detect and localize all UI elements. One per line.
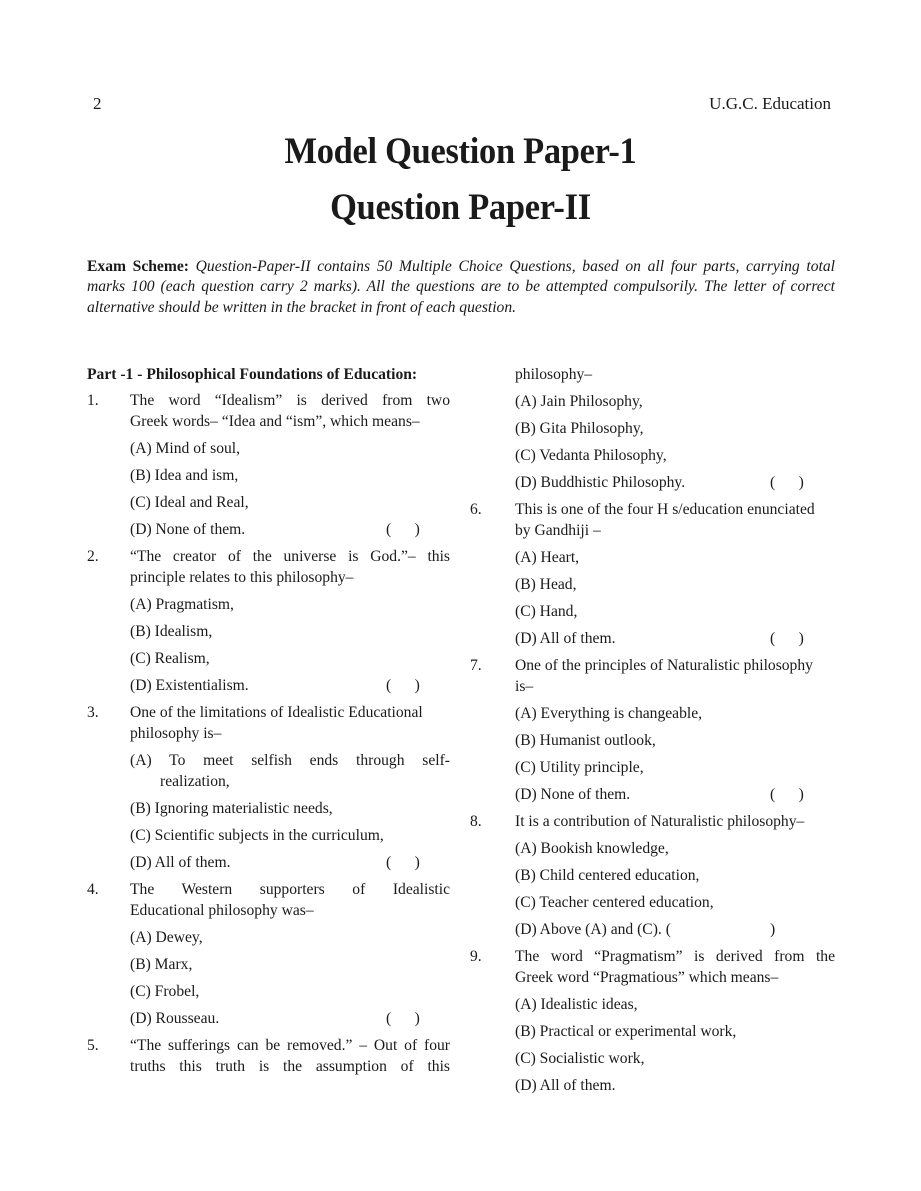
question-stem-line: Educational philosophy was– — [130, 902, 314, 919]
question-number: 8. — [470, 813, 482, 830]
part-heading: Part -1 - Philosophical Foundations of Education: — [87, 366, 418, 383]
exam-scheme-text: Question-Paper-II contains 50 Multiple Choice Questions, based on all four parts, carrying total marks 100 (each question carry 2 marks). All the questions are to be attempted compulsorily. The letter of correct alternative should be written in the bracket in front of each question. — [87, 258, 835, 316]
option-a: (A) Mind of soul, — [130, 440, 241, 457]
question-stem-line: is– — [515, 678, 534, 695]
answer-bracket[interactable]: ( ) — [770, 786, 804, 803]
option-a: (A) Heart, — [515, 549, 580, 566]
question-stem-line: One of the principles of Naturalistic philosophy — [515, 657, 813, 674]
page-number: 2 — [93, 94, 102, 113]
question-number: 7. — [470, 657, 482, 674]
option-d: (D) All of them. — [130, 854, 231, 871]
question-number: 5. — [87, 1037, 99, 1054]
option-c: (C) Frobel, — [130, 983, 200, 1000]
option-a: (A) To meet selfish ends through self- — [130, 752, 450, 769]
option-c: (C) Teacher centered education, — [515, 894, 714, 911]
option-c: (C) Utility principle, — [515, 759, 644, 776]
page-subtitle: Question Paper-II — [330, 187, 591, 228]
page-title: Model Question Paper-1 — [284, 131, 637, 172]
option-c: (C) Vedanta Philosophy, — [515, 447, 667, 464]
option-d: (D) All of them. — [515, 1077, 616, 1094]
option-d: (D) Rousseau. — [130, 1010, 220, 1027]
exam-scheme-label: Exam Scheme: — [87, 258, 189, 275]
option-a: (A) Dewey, — [130, 929, 203, 946]
option-b: (B) Idealism, — [130, 623, 213, 640]
question-stem-line: Greek word “Pragmatious” which means– — [515, 969, 779, 986]
question-stem-line: truths this truth is the assumption of this — [130, 1058, 450, 1075]
question-number: 1. — [87, 392, 99, 409]
question-stem-line: It is a contribution of Naturalistic philosophy– — [515, 813, 805, 830]
option-d: (D) Above (A) and (C). ( — [515, 921, 671, 938]
option-a: (A) Pragmatism, — [130, 596, 234, 613]
option-d: (D) All of them. — [515, 630, 616, 647]
option-d: (D) None of them. — [515, 786, 631, 803]
answer-bracket[interactable]: ( ) — [386, 854, 420, 871]
option-a: (A) Bookish knowledge, — [515, 840, 669, 857]
option-b: (B) Head, — [515, 576, 577, 593]
option-d: (D) Buddhistic Philosophy. — [515, 474, 686, 491]
answer-bracket-close[interactable]: ) — [770, 921, 776, 938]
question-stem-line: This is one of the four H s/education enunciated — [515, 501, 815, 518]
question-stem-line: The Western supporters of Idealistic — [130, 881, 450, 898]
question-number: 4. — [87, 881, 99, 898]
option-d: (D) Existentialism. — [130, 677, 249, 694]
question-number: 3. — [87, 704, 99, 721]
option-a: (A) Idealistic ideas, — [515, 996, 638, 1013]
option-b: (B) Idea and ism, — [130, 467, 239, 484]
option-b: (B) Ignoring materialistic needs, — [130, 800, 333, 817]
question-stem-line: “The sufferings can be removed.” – Out of four — [130, 1037, 450, 1054]
answer-bracket[interactable]: ( ) — [770, 474, 804, 491]
question-stem-line: One of the limitations of Idealistic Educational — [130, 704, 423, 721]
running-head: U.G.C. Education — [709, 94, 831, 113]
option-b: (B) Marx, — [130, 956, 193, 973]
option-b: (B) Gita Philosophy, — [515, 420, 644, 437]
question-number: 6. — [470, 501, 482, 518]
question-stem-line: philosophy– — [515, 366, 593, 383]
option-b: (B) Child centered education, — [515, 867, 700, 884]
question-stem-line: The word “Pragmatism” is derived from the — [515, 948, 835, 965]
option-a: (A) Jain Philosophy, — [515, 393, 643, 410]
option-c: (C) Ideal and Real, — [130, 494, 249, 511]
option-c: (C) Realism, — [130, 650, 210, 667]
answer-bracket[interactable]: ( ) — [386, 521, 420, 538]
option-a: (A) Everything is changeable, — [515, 705, 703, 722]
question-stem-line: Greek words– “Idea and “ism”, which means– — [130, 413, 420, 430]
question-stem-line: philosophy is– — [130, 725, 222, 742]
question-stem-line: “The creator of the universe is God.”– this — [130, 548, 450, 565]
question-number: 9. — [470, 948, 482, 965]
option-c: (C) Hand, — [515, 603, 578, 620]
option-c: (C) Scientific subjects in the curriculum, — [130, 827, 384, 844]
option-d: (D) None of them. — [130, 521, 246, 538]
answer-bracket[interactable]: ( ) — [386, 1010, 420, 1027]
option-c: (C) Socialistic work, — [515, 1050, 645, 1067]
option-b: (B) Practical or experimental work, — [515, 1023, 737, 1040]
question-stem-line: The word “Idealism” is derived from two — [130, 392, 450, 409]
option-a-continued: realization, — [160, 773, 230, 790]
question-stem-line: principle relates to this philosophy– — [130, 569, 354, 586]
option-b: (B) Humanist outlook, — [515, 732, 656, 749]
question-stem-line: by Gandhiji – — [515, 522, 601, 539]
answer-bracket[interactable]: ( ) — [386, 677, 420, 694]
question-number: 2. — [87, 548, 99, 565]
answer-bracket[interactable]: ( ) — [770, 630, 804, 647]
